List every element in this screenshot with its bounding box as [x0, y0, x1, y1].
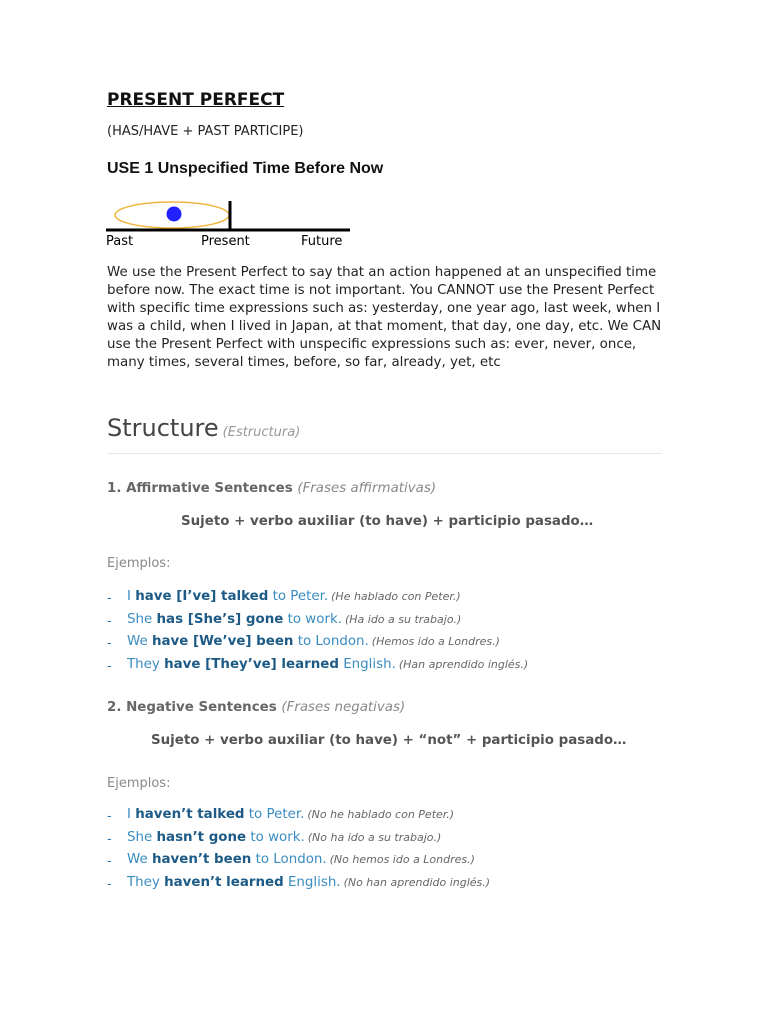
bullet-icon: -	[107, 809, 112, 824]
negative-title: 2. Negative Sentences	[107, 700, 277, 715]
example-auxiliary: haven’t learned	[164, 875, 284, 891]
affirmative-examples-label: Ejemplos:	[107, 556, 171, 571]
example-rest: to work.	[287, 611, 342, 627]
negative-examples-label: Ejemplos:	[107, 776, 171, 791]
negative-formula: Sujeto + verbo auxiliar (to have) + “not” + participio pasado…	[151, 733, 627, 748]
timeline-label-future: Future	[301, 234, 343, 249]
bullet-icon: -	[107, 877, 112, 893]
affirmative-heading	[107, 481, 436, 496]
tense-formula: (HAS/HAVE + PAST PARTICIPE)	[107, 124, 304, 139]
example-auxiliary: hasn’t gone	[156, 829, 247, 845]
structure-heading	[107, 414, 300, 442]
example-subject: I	[127, 589, 131, 604]
example-rest: English.	[343, 657, 396, 673]
example-auxiliary: haven’t talked	[135, 807, 245, 822]
example-rest: to Peter.	[272, 589, 329, 604]
example-auxiliary: has [She’s] gone	[156, 611, 284, 627]
example-translation: (No he hablado con Peter.)	[307, 808, 455, 821]
example-subject: I	[127, 807, 131, 822]
example-rest: to work.	[250, 829, 305, 845]
affirmative-title: 1. Affirmative Sentences	[107, 481, 293, 496]
example-translation: (No ha ido a su trabajo.)	[307, 830, 442, 844]
use1-paragraph: We use the Present Perfect to say that an action happened at an unspecified time before now. The exact time is not important. You CANNOT use the Present Perfect with specific time expressions such as: yesterday, one year ago, last week, when I was a child, when I lived in Japan, at that moment, that day, one day, etc. We CAN use the Present Perfect with unspecific expressions such as: ever, never, once, many times, several times, before, so far, already, yet, etc	[107, 265, 662, 370]
divider	[107, 453, 662, 454]
timeline-diagram	[104, 196, 354, 254]
example-auxiliary: haven’t been	[151, 852, 252, 868]
example-auxiliary: have [We’ve] been	[151, 634, 294, 650]
negative-subtitle: (Frases negativas)	[281, 700, 406, 715]
example-translation: (He hablado con Peter.)	[331, 590, 461, 603]
negative-heading	[107, 700, 405, 715]
affirmative-subtitle: (Frases affirmativas)	[297, 481, 437, 496]
bullet-icon: -	[107, 636, 112, 652]
structure-title: Structure	[107, 414, 219, 442]
example-rest: to London.	[255, 852, 327, 868]
timeline-graphic	[104, 196, 354, 250]
bullet-icon: -	[107, 613, 112, 629]
example-subject: She	[127, 829, 153, 845]
timeline-label-present: Present	[201, 234, 250, 249]
bullet-icon: -	[107, 659, 112, 675]
example-translation: (No han aprendido inglés.)	[343, 876, 491, 890]
example-subject: They	[127, 657, 160, 673]
example-subject: We	[127, 852, 148, 868]
example-auxiliary: have [I’ve] talked	[135, 589, 269, 604]
timeline-label-past: Past	[106, 234, 134, 249]
example-translation: (Hemos ido a Londres.)	[371, 635, 500, 649]
example-translation: (No hemos ido a Londres.)	[329, 853, 475, 867]
example-translation: (Ha ido a su trabajo.)	[344, 612, 462, 626]
example-translation: (Han aprendido inglés.)	[398, 658, 529, 672]
example-rest: to London.	[297, 634, 369, 650]
example-subject: She	[127, 611, 153, 627]
page-title: PRESENT PERFECT	[107, 90, 285, 110]
bullet-icon: -	[107, 591, 112, 606]
example-auxiliary: have [They’ve] learned	[164, 657, 339, 673]
use1-heading: USE 1 Unspecified Time Before Now	[107, 160, 384, 177]
example-rest: to Peter.	[248, 807, 305, 822]
bullet-icon: -	[107, 831, 112, 847]
timeline-dot	[167, 207, 182, 222]
example-rest: English.	[287, 875, 341, 891]
structure-subtitle: (Estructura)	[222, 425, 301, 440]
bullet-icon: -	[107, 854, 112, 870]
affirmative-formula: Sujeto + verbo auxiliar (to have) + participio pasado…	[181, 514, 594, 529]
example-subject: We	[127, 634, 148, 650]
example-subject: They	[127, 875, 160, 891]
